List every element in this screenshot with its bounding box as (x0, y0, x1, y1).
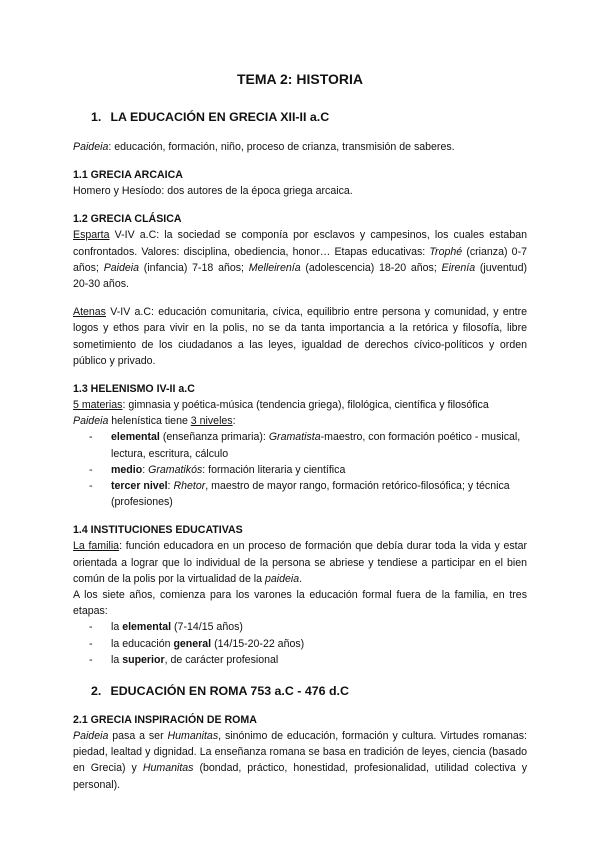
subsection-inspiracion-heading: 2.1 GRECIA INSPIRACIÓN DE ROMA (73, 714, 257, 727)
list-item: - tercer nivel: Rhetor, maestro de mayor rango, formación retórico-filosófica; y técnica (profesiones) (89, 478, 527, 510)
arcaica-paragraph: Homero y Hesíodo: dos autores de la época griega arcaica. (73, 185, 353, 198)
section-2-number: 2. (91, 684, 102, 699)
document-body (73, 108, 527, 793)
section-1-title: LA EDUCACIÓN EN GRECIA XII-II a.C (110, 110, 330, 124)
materias-paragraph: 5 materias: gimnasia y poética-música (tendencia griega), filológica, científica y filosófica (73, 399, 489, 412)
familia-paragraph: La familia: función educadora en un proceso de formación que debía durar toda la vida y estar orientada a lograr que lo individual de la persona se abriese y tendiese a participar en el bien común de la polis por la virtualidad de la paideia. (73, 540, 527, 585)
atenas-paragraph: Atenas V-IV a.C: educación comunitaria, cívica, equilibrio entre persona y comunidad, y entre logos y ethos para vivir en la polis, no se da tanta importancia a la retórica y filosofía, libre sometimiento de los ciudadanos a las leyes, igualdad de derechos cívico-políticos y orden público y privado. (73, 306, 527, 367)
document-title: TEMA 2: HISTORIA (236, 71, 363, 87)
list-item: - elemental (enseñanza primaria): Gramatista-maestro, con formación poético - musical, lectura, escritura, cálculo (89, 429, 527, 461)
siete-anos-paragraph: A los siete años, comienza para los varones la educación formal fuera de la familia, en tres etapas: (73, 589, 527, 618)
etapas-list (73, 619, 527, 668)
subsection-instituciones (73, 522, 527, 668)
subsection-inspiracion (73, 712, 527, 793)
subsection-helenismo-heading: 1.3 HELENISMO IV-II a.C (73, 383, 195, 396)
subsection-clasica-heading: 1.2 GRECIA CLÁSICA (73, 213, 182, 226)
niveles-paragraph: Paideia helenística tiene 3 niveles: (73, 415, 236, 428)
esparta-paragraph: Esparta V-IV a.C: la sociedad se componía por esclavos y campesinos, los cuales estaban confrontados. Valores: disciplina, obediencia, honor… Etapas educativas: Trophé (crianza) 0-7 años; Paideia (infancia) 7-18 años; Melleirenía (adolescencia) 18-20 años; Eirenía (juventud) 20-30 años. (73, 229, 527, 291)
inspiracion-paragraph: Paideia pasa a ser Humanitas, sinónimo de educación, formación y cultura. Virtudes romanas: piedad, lealtad y dignidad. La enseñanza romana se basa en tradición de leyes, ciencia (basado en Grecia) y Humanitas (bondad, práctico, honestidad, profesionalidad, utilidad colectiva y personal). (73, 730, 528, 791)
list-item: - la educación general (14/15-20-22 años) (89, 636, 527, 652)
section-1-heading (73, 108, 527, 126)
paideia-definition: Paideia: educación, formación, niño, proceso de crianza, transmisión de saberes. (73, 141, 455, 153)
section-2-heading (73, 682, 527, 700)
section-2-title: EDUCACIÓN EN ROMA 753 a.C - 476 d.C (110, 684, 349, 699)
subsection-clasica (73, 211, 527, 369)
subsection-instituciones-heading: 1.4 INSTITUCIONES EDUCATIVAS (73, 524, 243, 537)
subsection-arcaica-heading: 1.1 GRECIA ARCAICA (73, 169, 183, 182)
list-item: - la superior, de carácter profesional (89, 652, 527, 668)
list-item: - medio: Gramatikós: formación literaria y científica (89, 462, 527, 478)
niveles-list (73, 429, 527, 510)
subsection-arcaica (73, 167, 527, 199)
list-item: - la elemental (7-14/15 años) (89, 619, 527, 635)
subsection-helenismo (73, 381, 527, 510)
section-1-number: 1. (91, 110, 102, 124)
